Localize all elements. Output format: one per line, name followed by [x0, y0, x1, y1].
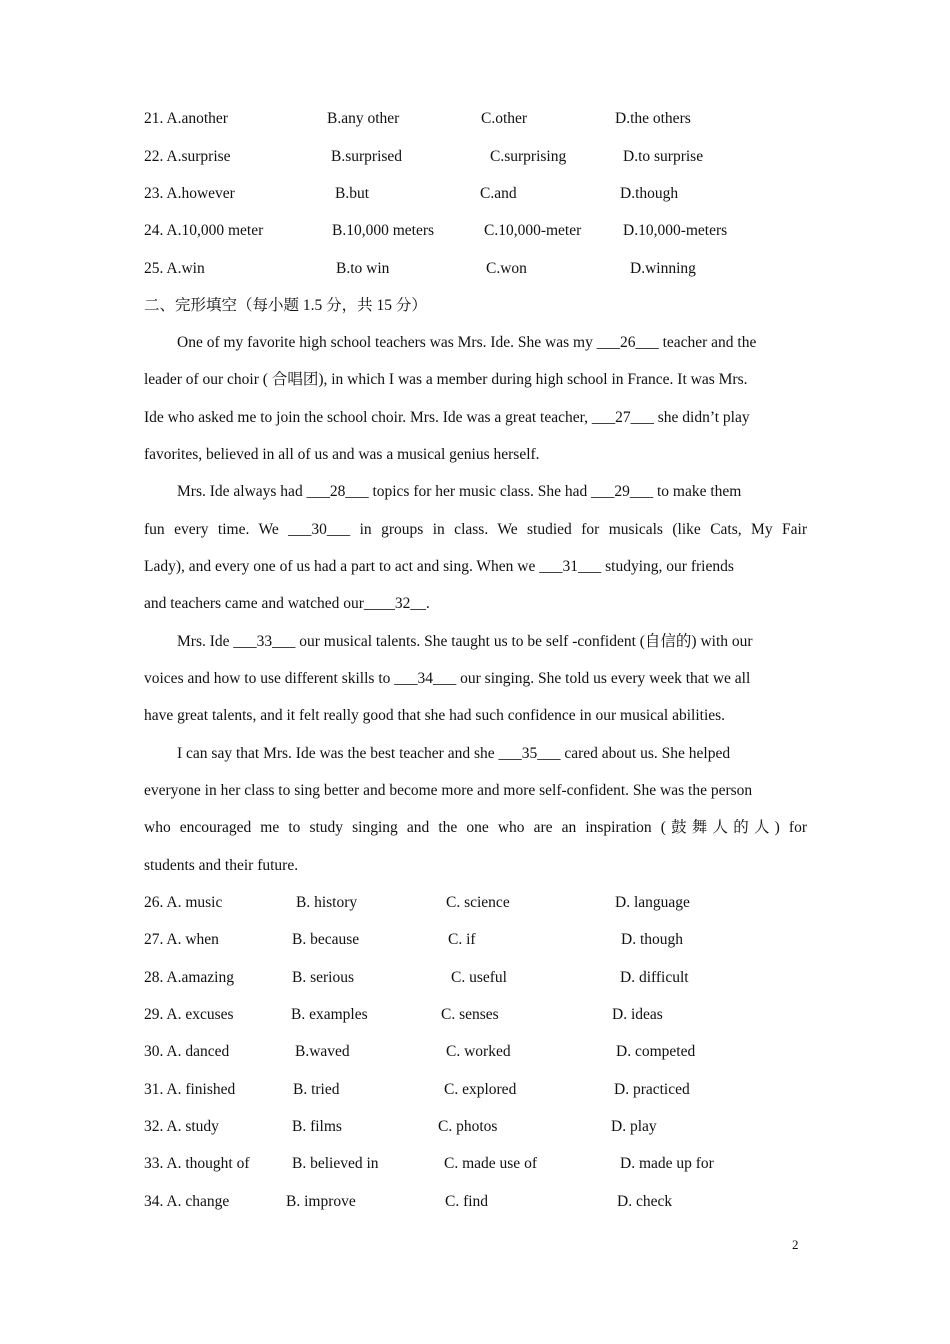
passage-line: One of my favorite high school teachers was Mrs. Ide. She was my ___26___ teacher and the	[177, 334, 757, 351]
option-a: 30. A. danced	[144, 1043, 230, 1060]
option-a: 21. A.another	[144, 110, 228, 127]
option-b: B. history	[296, 894, 358, 911]
option-b: B.surprised	[331, 148, 403, 165]
option-b: B.to win	[336, 260, 390, 277]
option-c: C. if	[448, 931, 476, 948]
option-d: D. check	[617, 1193, 673, 1210]
option-c: C. find	[445, 1193, 489, 1210]
option-c: C. explored	[444, 1081, 517, 1098]
option-d: D.to surprise	[623, 148, 704, 165]
option-c: C.won	[486, 260, 527, 277]
option-d: D. play	[611, 1118, 657, 1135]
option-b: B. serious	[292, 969, 354, 986]
passage-line: who encouraged me to study singing and the one who are an inspiration (鼓舞人的人) for	[144, 819, 807, 836]
option-c: C. science	[446, 894, 510, 911]
option-d: D. practiced	[614, 1081, 690, 1098]
option-c: C.10,000-meter	[484, 222, 582, 239]
passage-line: everyone in her class to sing better and become more and more self-confident. She was the person	[144, 782, 753, 799]
passage-line: Lady), and every one of us had a part to act and sing. When we ___31___ studying, our friends	[144, 558, 734, 575]
question-row	[0, 182, 950, 206]
option-b: B. tried	[293, 1081, 340, 1098]
option-b: B.10,000 meters	[332, 222, 435, 239]
passage-line: Mrs. Ide ___33___ our musical talents. She taught us to be self -confident (自信的) with our	[177, 633, 753, 650]
option-c: C. useful	[451, 969, 507, 986]
question-row	[0, 219, 950, 243]
option-a: 22. A.surprise	[144, 148, 231, 165]
page-number: 2	[792, 1237, 799, 1252]
option-a: 26. A. music	[144, 894, 223, 911]
option-a: 28. A.amazing	[144, 969, 234, 986]
option-b: B. improve	[286, 1193, 356, 1210]
passage-line: voices and how to use different skills to ___34___ our singing. She told us every week that we all	[144, 670, 751, 687]
passage-line: I can say that Mrs. Ide was the best teacher and she ___35___ cared about us. She helped	[177, 745, 731, 762]
option-c: C.and	[480, 185, 517, 202]
option-d: D. difficult	[620, 969, 689, 986]
option-c: C. made use of	[444, 1155, 537, 1172]
question-row	[0, 1003, 950, 1027]
option-a: 32. A. study	[144, 1118, 219, 1135]
passage-line: have great talents, and it felt really good that she had such confidence in our musical abilities.	[144, 707, 726, 724]
passage-line: leader of our choir ( 合唱团), in which I was a member during high school in France. It was Mrs.	[144, 371, 748, 388]
option-b: B. examples	[291, 1006, 368, 1023]
option-d: D.10,000-meters	[623, 222, 728, 239]
option-a: 23. A.however	[144, 185, 235, 202]
question-row	[0, 966, 950, 990]
passage-line: students and their future.	[144, 857, 299, 874]
option-c: C. senses	[441, 1006, 499, 1023]
option-b: B.but	[335, 185, 370, 202]
option-d: D. ideas	[612, 1006, 663, 1023]
option-b: B.waved	[295, 1043, 350, 1060]
option-c: C.surprising	[490, 148, 567, 165]
option-a: 34. A. change	[144, 1193, 230, 1210]
option-d: D. though	[621, 931, 683, 948]
option-d: D. language	[615, 894, 690, 911]
option-a: 24. A.10,000 meter	[144, 222, 264, 239]
question-row	[0, 1040, 950, 1064]
question-row	[0, 257, 950, 281]
option-d: D.winning	[630, 260, 696, 277]
option-d: D. made up for	[620, 1155, 714, 1172]
option-c: C. photos	[438, 1118, 498, 1135]
question-row	[0, 1190, 950, 1214]
passage-line: and teachers came and watched our____32__.	[144, 595, 430, 612]
option-d: D.though	[620, 185, 679, 202]
option-b: B.any other	[327, 110, 400, 127]
option-b: B. films	[292, 1118, 342, 1135]
passage-line: Mrs. Ide always had ___28___ topics for her music class. She had ___29___ to make them	[177, 483, 742, 500]
question-row	[0, 145, 950, 169]
passage-line: favorites, believed in all of us and was a musical genius herself.	[144, 446, 540, 463]
option-c: C. worked	[446, 1043, 511, 1060]
option-a: 27. A. when	[144, 931, 219, 948]
option-a: 33. A. thought of	[144, 1155, 250, 1172]
question-row	[0, 1152, 950, 1176]
question-row	[0, 1115, 950, 1139]
section-heading: 二、完形填空（每小题 1.5 分，共 15 分）	[144, 297, 427, 314]
option-b: B. believed in	[292, 1155, 379, 1172]
option-d: D.the others	[615, 110, 691, 127]
option-b: B. because	[292, 931, 360, 948]
passage-line: Ide who asked me to join the school choir. Mrs. Ide was a great teacher, ___27___ she didn’t play	[144, 409, 750, 426]
question-row	[0, 1078, 950, 1102]
option-c: C.other	[481, 110, 528, 127]
option-a: 31. A. finished	[144, 1081, 236, 1098]
option-a: 29. A. excuses	[144, 1006, 234, 1023]
option-a: 25. A.win	[144, 260, 205, 277]
passage-line: fun every time. We ___30___ in groups in class. We studied for musicals (like Cats, My Fair	[144, 521, 807, 538]
question-row	[0, 891, 950, 915]
option-d: D. competed	[616, 1043, 696, 1060]
question-row	[0, 107, 950, 131]
question-row	[0, 928, 950, 952]
